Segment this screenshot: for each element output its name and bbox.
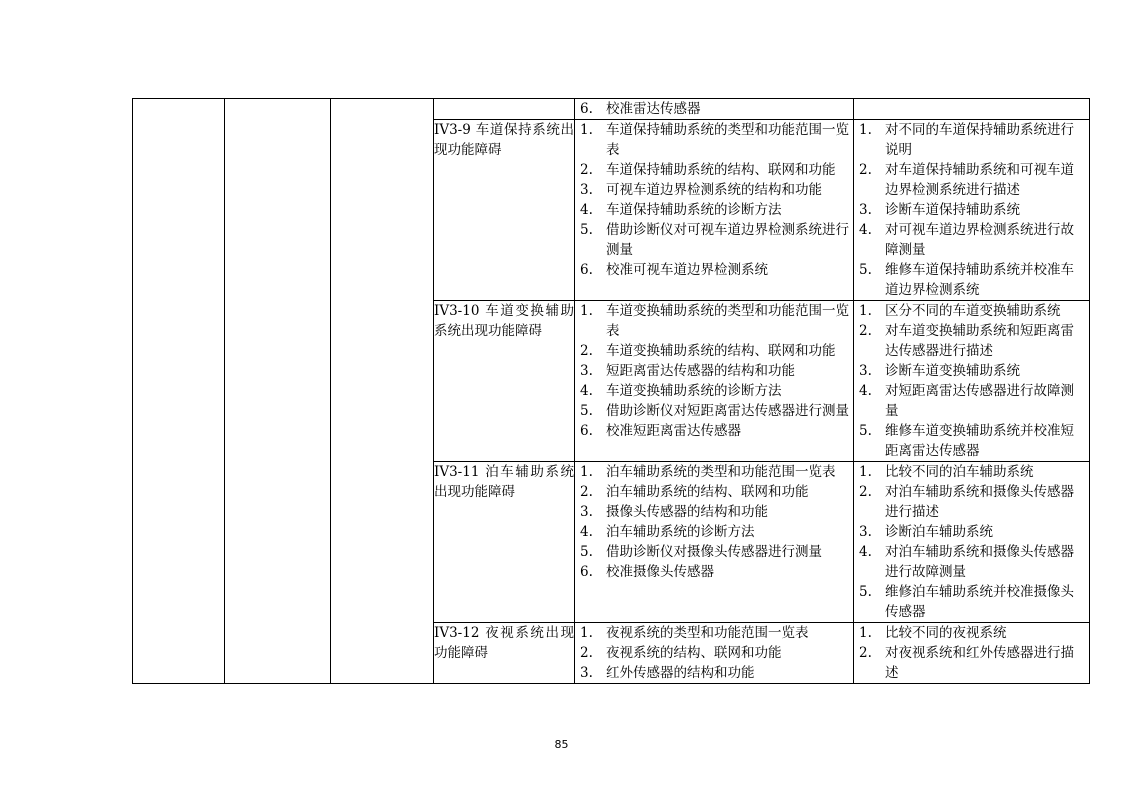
list-item-text: 车道保持辅助系统的诊断方法	[606, 202, 782, 218]
list-item-text: 车道变换辅助系统的结构、联网和功能	[606, 343, 836, 359]
topic-cell: IV3-12 夜视系统出现功能障碍	[434, 623, 575, 684]
list-item-text: 车道变换辅助系统的类型和功能范围一览表	[606, 303, 849, 339]
list-item-text: 诊断车道变换辅助系统	[885, 363, 1020, 379]
list-item-text: 对泊车辅助系统和摄像头传感器进行故障测量	[885, 544, 1074, 580]
list-item	[575, 200, 853, 220]
list-item-number: 1.	[859, 464, 872, 480]
list-item-number: 2.	[580, 645, 593, 661]
list-item	[854, 643, 1089, 683]
topic-cell: IV3-10 车道变换辅助系统出现功能障碍	[434, 301, 575, 462]
list-item-number: 1.	[859, 625, 872, 641]
list-item	[854, 160, 1089, 200]
skills-list	[854, 623, 1089, 683]
list-item	[854, 120, 1089, 160]
list-item	[854, 462, 1089, 482]
list-item-text: 诊断车道保持辅助系统	[885, 202, 1020, 218]
knowledge-cell	[575, 120, 854, 301]
list-item-text: 借助诊断仪对摄像头传感器进行测量	[606, 544, 822, 560]
list-item	[854, 301, 1089, 321]
list-item-number: 5.	[580, 403, 593, 419]
curriculum-table	[132, 98, 1090, 684]
list-item-text: 诊断泊车辅助系统	[885, 524, 993, 540]
list-item	[854, 582, 1089, 622]
list-item	[575, 462, 853, 482]
list-item-text: 区分不同的车道变换辅助系统	[885, 303, 1061, 319]
skills-cell	[854, 120, 1090, 301]
list-item-number: 1.	[580, 464, 593, 480]
list-item-number: 3.	[580, 363, 593, 379]
list-item	[854, 260, 1089, 300]
knowledge-cell	[575, 623, 854, 684]
list-item	[575, 401, 853, 421]
list-item-number: 1.	[859, 122, 872, 138]
list-item-number: 4.	[580, 383, 593, 399]
list-item	[854, 220, 1089, 260]
knowledge-cell	[575, 301, 854, 462]
list-item-number: 2.	[859, 162, 872, 178]
list-item	[854, 421, 1089, 461]
list-item-number: 3.	[580, 182, 593, 198]
list-item-number: 3.	[580, 504, 593, 520]
skills-cell	[854, 99, 1090, 120]
knowledge-list	[575, 623, 853, 683]
list-item-number: 4.	[859, 383, 872, 399]
list-item-number: 3.	[859, 363, 872, 379]
list-item-text: 对车道保持辅助系统和可视车道边界检测系统进行描述	[885, 162, 1074, 198]
list-item	[575, 522, 853, 542]
list-item-text: 对泊车辅助系统和摄像头传感器进行描述	[885, 484, 1074, 520]
list-item-number: 4.	[859, 544, 872, 560]
list-item	[575, 663, 853, 683]
knowledge-list	[575, 462, 853, 582]
empty-column-cell-3	[331, 99, 434, 684]
page-number: 85	[554, 738, 569, 751]
list-item-number: 1.	[580, 122, 593, 138]
skills-cell	[854, 623, 1090, 684]
list-item-number: 3.	[859, 202, 872, 218]
list-item-text: 车道保持辅助系统的结构、联网和功能	[606, 162, 836, 178]
list-item-number: 5.	[859, 584, 872, 600]
list-item-text: 可视车道边界检测系统的结构和功能	[606, 182, 822, 198]
list-item	[575, 361, 853, 381]
list-item	[575, 99, 853, 119]
list-item-text: 车道变换辅助系统的诊断方法	[606, 383, 782, 399]
list-item	[575, 120, 853, 160]
list-item-number: 3.	[859, 524, 872, 540]
knowledge-cell	[575, 99, 854, 120]
list-item-text: 泊车辅助系统的类型和功能范围一览表	[606, 464, 836, 480]
list-item-text: 红外传感器的结构和功能	[606, 665, 755, 681]
topic-cell	[434, 99, 575, 120]
knowledge-list	[575, 120, 853, 280]
list-item-text: 夜视系统的类型和功能范围一览表	[606, 625, 809, 641]
list-item	[575, 301, 853, 341]
list-item	[575, 220, 853, 260]
list-item-text: 对短距离雷达传感器进行故障测量	[885, 383, 1074, 419]
list-item-text: 车道保持辅助系统的类型和功能范围一览表	[606, 122, 849, 158]
list-item	[575, 260, 853, 280]
list-item	[575, 341, 853, 361]
list-item-text: 比较不同的夜视系统	[885, 625, 1007, 641]
list-item-text: 泊车辅助系统的诊断方法	[606, 524, 755, 540]
list-item	[854, 321, 1089, 361]
list-item-number: 5.	[859, 262, 872, 278]
list-item	[575, 482, 853, 502]
list-item-text: 对可视车道边界检测系统进行故障测量	[885, 222, 1074, 258]
list-item	[854, 381, 1089, 421]
list-item-text: 泊车辅助系统的结构、联网和功能	[606, 484, 809, 500]
list-item	[854, 482, 1089, 522]
list-item-text: 对不同的车道保持辅助系统进行说明	[885, 122, 1074, 158]
list-item-text: 短距离雷达传感器的结构和功能	[606, 363, 795, 379]
list-item-number: 2.	[859, 323, 872, 339]
list-item-text: 比较不同的泊车辅助系统	[885, 464, 1034, 480]
list-item-number: 6.	[580, 262, 593, 278]
knowledge-list	[575, 99, 853, 119]
empty-column-cell-2	[225, 99, 331, 684]
list-item-number: 1.	[859, 303, 872, 319]
list-item-text: 夜视系统的结构、联网和功能	[606, 645, 782, 661]
list-item-text: 借助诊断仪对短距离雷达传感器进行测量	[606, 403, 849, 419]
list-item	[575, 643, 853, 663]
list-item-text: 对夜视系统和红外传感器进行描述	[885, 645, 1074, 681]
list-item-number: 6.	[580, 423, 593, 439]
list-item	[575, 421, 853, 441]
list-item-text: 校准雷达传感器	[606, 101, 701, 117]
list-item-text: 维修泊车辅助系统并校准摄像头传感器	[885, 584, 1074, 620]
list-item-number: 5.	[580, 222, 593, 238]
skills-list	[854, 301, 1089, 461]
list-item-text: 校准可视车道边界检测系统	[606, 262, 768, 278]
table-body	[133, 99, 1090, 684]
list-item-text: 校准短距离雷达传感器	[606, 423, 741, 439]
topic-cell: IV3-11 泊车辅助系统出现功能障碍	[434, 462, 575, 623]
topic-cell: IV3-9 车道保持系统出现功能障碍	[434, 120, 575, 301]
table-row	[133, 99, 1090, 120]
list-item	[575, 542, 853, 562]
list-item	[854, 361, 1089, 381]
skills-cell	[854, 462, 1090, 623]
skills-list	[854, 120, 1089, 300]
list-item	[575, 623, 853, 643]
list-item-number: 2.	[580, 484, 593, 500]
list-item-number: 6.	[580, 564, 593, 580]
list-item	[575, 160, 853, 180]
list-item	[854, 522, 1089, 542]
list-item-number: 4.	[580, 524, 593, 540]
list-item-number: 2.	[859, 645, 872, 661]
list-item	[575, 502, 853, 522]
list-item-number: 2.	[580, 343, 593, 359]
skills-list	[854, 462, 1089, 622]
list-item-number: 2.	[580, 162, 593, 178]
knowledge-cell	[575, 462, 854, 623]
list-item-text: 维修车道保持辅助系统并校准车道边界检测系统	[885, 262, 1074, 298]
list-item-number: 4.	[859, 222, 872, 238]
list-item-text: 校准摄像头传感器	[606, 564, 714, 580]
list-item	[854, 623, 1089, 643]
list-item-number: 5.	[859, 423, 872, 439]
list-item-text: 对车道变换辅助系统和短距离雷达传感器进行描述	[885, 323, 1074, 359]
skills-cell	[854, 301, 1090, 462]
list-item-number: 1.	[580, 625, 593, 641]
list-item	[854, 200, 1089, 220]
list-item	[575, 562, 853, 582]
list-item-number: 2.	[859, 484, 872, 500]
list-item	[854, 542, 1089, 582]
list-item-text: 摄像头传感器的结构和功能	[606, 504, 768, 520]
list-item-text: 借助诊断仪对可视车道边界检测系统进行测量	[606, 222, 849, 258]
list-item-number: 3.	[580, 665, 593, 681]
list-item-number: 4.	[580, 202, 593, 218]
list-item	[575, 381, 853, 401]
list-item	[575, 180, 853, 200]
list-item-number: 1.	[580, 303, 593, 319]
list-item-number: 5.	[580, 544, 593, 560]
list-item-text: 维修车道变换辅助系统并校准短距离雷达传感器	[885, 423, 1074, 459]
list-item-number: 6.	[580, 101, 593, 117]
empty-column-cell-1	[133, 99, 225, 684]
knowledge-list	[575, 301, 853, 441]
